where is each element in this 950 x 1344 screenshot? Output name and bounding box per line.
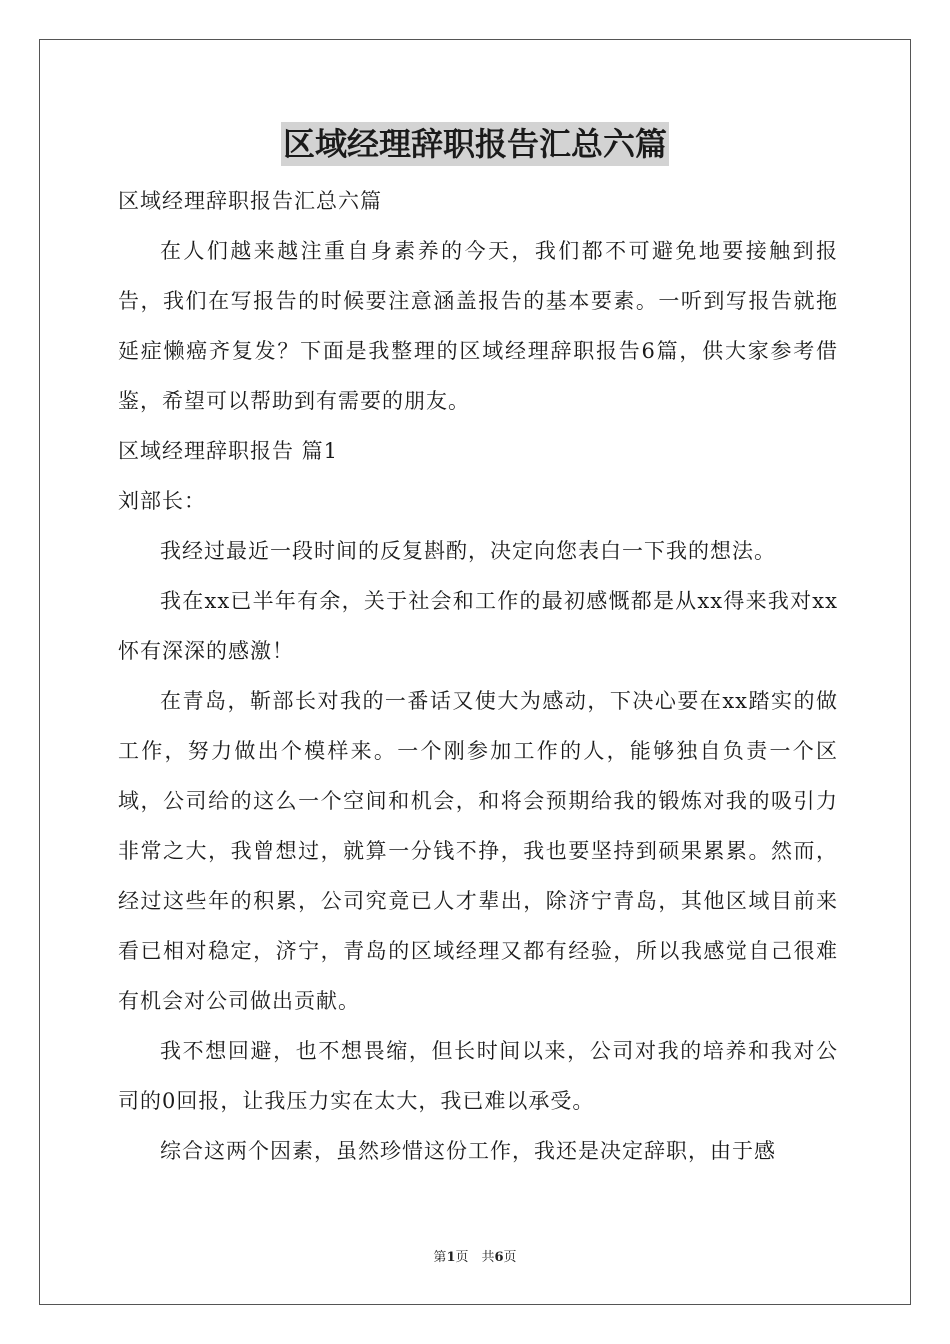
paragraph: 刘部长： — [118, 489, 206, 513]
footer-suffix: 页 — [503, 1250, 517, 1265]
paragraph: 在青岛，靳部长对我的一番话又使大为感动，下决心要在xx踏实的做工作，努力做出个模样来。一个刚参加工作的人，能够独自负责一个区域，公司给的这么一个空间和机会，和将会预期给我的锻炼对我的吸引力非常之大，我曾想过，就算一分钱不挣，我也要坚持到硕果累累。然而，经过这些年的积累，公司究竟已人才辈出，除济宁青岛，其他区域目前来看已相对稳定，济宁，青岛的区域经理又都有经验，所以我感觉自己很难有机会对公司做出贡献。 — [118, 689, 838, 1013]
document-title-text: 区域经理辞职报告汇总六篇 — [281, 122, 669, 166]
paragraph: 我不想回避，也不想畏缩，但长时间以来，公司对我的培养和我对公司的0回报，让我压力实在太大，我已难以承受。 — [118, 1039, 838, 1113]
footer-current-page: 1 — [446, 1250, 456, 1265]
paragraph: 区域经理辞职报告汇总六篇 — [118, 189, 382, 213]
paragraph: 我在xx已半年有余，关于社会和工作的最初感慨都是从xx得来我对xx怀有深深的感激！ — [118, 589, 838, 663]
paragraph: 综合这两个因素，虽然珍惜这份工作，我还是决定辞职，由于感 — [160, 1139, 776, 1163]
paragraph: 我经过最近一段时间的反复斟酌，决定向您表白一下我的想法。 — [160, 539, 776, 563]
footer-total-pages: 6 — [494, 1250, 504, 1265]
paragraph: 在人们越来越注重自身素养的今天，我们都不可避免地要接触到报告，我们在写报告的时候要注意涵盖报告的基本要素。一听到写报告就拖延症懒癌齐复发？下面是我整理的区域经理辞职报告6篇，供大家参考借鉴，希望可以帮助到有需要的朋友。 — [118, 239, 838, 413]
footer-prefix: 第 — [433, 1250, 447, 1265]
document-title — [0, 122, 950, 166]
paragraph: 区域经理辞职报告 篇1 — [118, 439, 339, 463]
footer-mid: 页 共 — [455, 1250, 495, 1265]
page-footer — [0, 1246, 950, 1265]
document-body — [118, 176, 838, 1176]
